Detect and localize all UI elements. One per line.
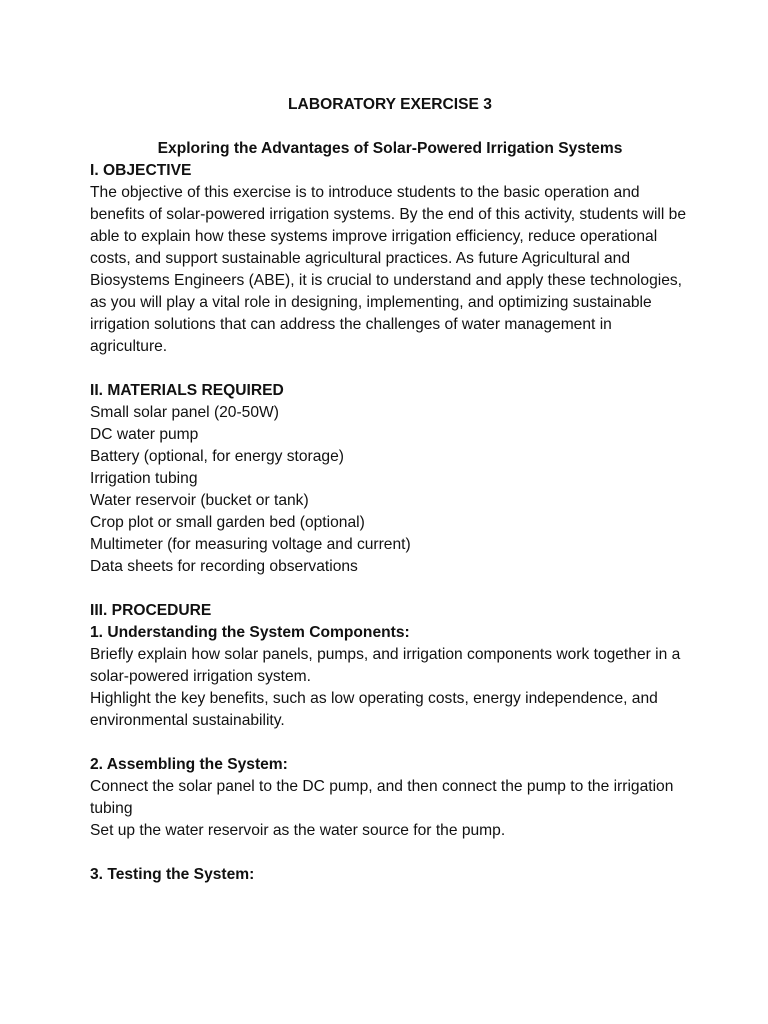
- step2-line: Set up the water reservoir as the water source for the pump.: [90, 822, 506, 839]
- materials-item: Battery (optional, for energy storage): [90, 448, 344, 465]
- materials-item: Data sheets for recording observations: [90, 558, 358, 575]
- step3-heading: 3. Testing the System:: [90, 866, 255, 883]
- procedure-heading: III. PROCEDURE: [90, 602, 212, 619]
- materials-heading: II. MATERIALS REQUIRED: [90, 382, 284, 399]
- step1-heading: 1. Understanding the System Components:: [90, 624, 410, 641]
- spacer: [90, 842, 690, 864]
- step2-heading: 2. Assembling the System:: [90, 756, 288, 773]
- document-title: LABORATORY EXERCISE 3: [288, 96, 492, 113]
- materials-list: [90, 402, 690, 578]
- objective-text: The objective of this exercise is to introduce students to the basic operation and benefits of solar-powered irrigation systems. By the end of this activity, students will be able to explain how these systems improve irrigation efficiency, reduce operational costs, and support sustainable agricultural practices. As future Agricultural and Biosystems Engineers (ABE), it is crucial to understand and apply these technologies, as you will play a vital role in designing, implementing, and optimizing sustainable irrigation solutions that can address the challenges of water management in agriculture.: [90, 184, 687, 355]
- step1-line: Briefly explain how solar panels, pumps, and irrigation components work together in a solar-powered irrigation system.: [90, 646, 681, 685]
- step1-line: Highlight the key benefits, such as low operating costs, energy independence, and environmental sustainability.: [90, 690, 658, 729]
- materials-item: Small solar panel (20-50W): [90, 404, 279, 421]
- materials-item: Crop plot or small garden bed (optional): [90, 514, 365, 531]
- materials-item: Irrigation tubing: [90, 470, 198, 487]
- materials-item: Water reservoir (bucket or tank): [90, 492, 309, 509]
- spacer: [90, 116, 690, 138]
- materials-item: DC water pump: [90, 426, 199, 443]
- spacer: [90, 732, 690, 754]
- document-content: [90, 94, 690, 886]
- spacer: [90, 358, 690, 380]
- objective-heading: I. OBJECTIVE: [90, 162, 192, 179]
- spacer: [90, 578, 690, 600]
- materials-item: Multimeter (for measuring voltage and current): [90, 536, 411, 553]
- document-subtitle: Exploring the Advantages of Solar-Powered Irrigation Systems: [157, 140, 623, 157]
- step2-line: Connect the solar panel to the DC pump, and then connect the pump to the irrigation tubing: [90, 778, 674, 817]
